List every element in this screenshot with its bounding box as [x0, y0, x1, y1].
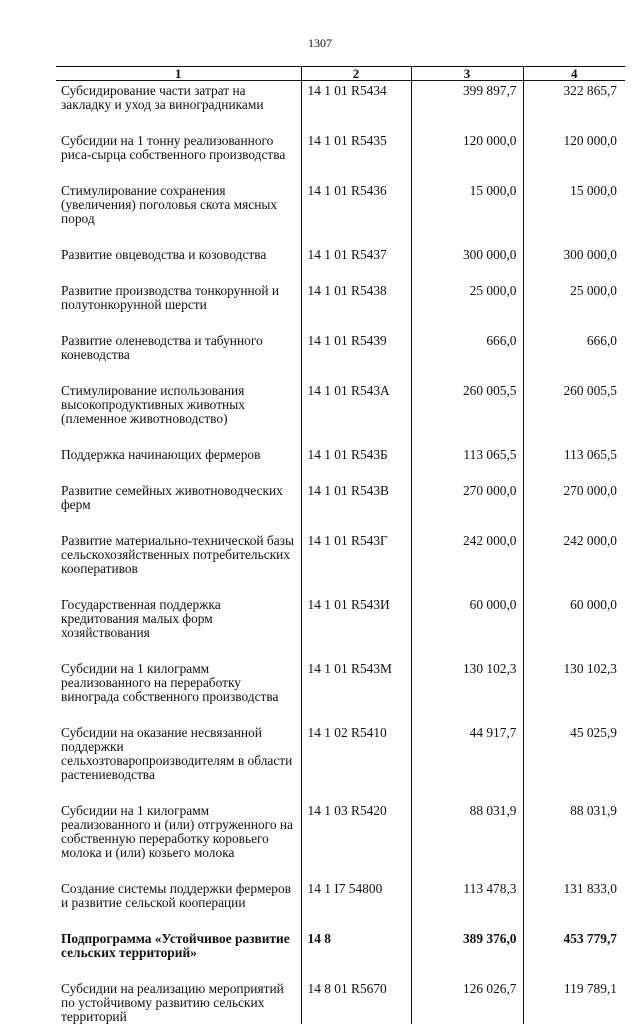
table-row: [56, 462, 625, 512]
header-col-2: 2: [301, 67, 411, 81]
row-name: Субсидии на 1 килограмм реализованного на переработку винограда собственного производства: [56, 640, 301, 704]
row-name: Субсидии на 1 тонну реализованного риса-сырца собственного производства: [56, 112, 301, 162]
budget-table: [56, 66, 625, 1024]
row-value-3: 60 000,0: [411, 576, 523, 640]
table-row: [56, 162, 625, 226]
row-value-3: 113 065,5: [411, 426, 523, 462]
table-row: [56, 640, 625, 704]
row-code: 14 1 01 R5436: [301, 162, 411, 226]
row-value-3: 666,0: [411, 312, 523, 362]
row-value-3: 120 000,0: [411, 112, 523, 162]
row-code: 14 8: [301, 910, 411, 960]
row-value-4: 300 000,0: [523, 226, 625, 262]
row-name: Развитие овцеводства и козоводства: [56, 226, 301, 262]
row-name: Развитие материально-технической базы сельскохозяйственных потребительских кооперативов: [56, 512, 301, 576]
row-name: Развитие производства тонкорунной и полутонкорунной шерсти: [56, 262, 301, 312]
row-value-4: 131 833,0: [523, 860, 625, 910]
row-value-3: 88 031,9: [411, 782, 523, 860]
row-code: 14 1 01 R5439: [301, 312, 411, 362]
table-row: [56, 81, 625, 113]
row-code: 14 1 01 R5437: [301, 226, 411, 262]
row-value-3: 242 000,0: [411, 512, 523, 576]
row-value-4: 270 000,0: [523, 462, 625, 512]
row-code: 14 1 01 R543Б: [301, 426, 411, 462]
row-code: 14 1 01 R543В: [301, 462, 411, 512]
table-row: [56, 576, 625, 640]
row-value-3: 113 478,3: [411, 860, 523, 910]
row-value-3: 25 000,0: [411, 262, 523, 312]
row-name: Субсидии на реализацию мероприятий по устойчивому развитию сельских территорий: [56, 960, 301, 1024]
table-row: [56, 362, 625, 426]
row-value-4: 15 000,0: [523, 162, 625, 226]
row-value-4: 60 000,0: [523, 576, 625, 640]
row-value-3: 15 000,0: [411, 162, 523, 226]
row-name: Государственная поддержка кредитования малых форм хозяйствования: [56, 576, 301, 640]
row-name: Подпрограмма «Устойчивое развитие сельских территорий»: [56, 910, 301, 960]
row-value-4: 119 789,1: [523, 960, 625, 1024]
table-row: [56, 860, 625, 910]
row-name: Стимулирование использования высокопродуктивных животных (племенное животноводство): [56, 362, 301, 426]
row-value-4: 666,0: [523, 312, 625, 362]
row-code: 14 1 03 R5420: [301, 782, 411, 860]
table-row: [56, 704, 625, 782]
table-header: [56, 67, 625, 81]
row-value-4: 260 005,5: [523, 362, 625, 426]
table-row: [56, 112, 625, 162]
row-value-3: 300 000,0: [411, 226, 523, 262]
table-row: [56, 426, 625, 462]
row-name: Создание системы поддержки фермеров и развитие сельской кооперации: [56, 860, 301, 910]
header-col-3: 3: [411, 67, 523, 81]
row-value-4: 120 000,0: [523, 112, 625, 162]
row-code: 14 8 01 R5670: [301, 960, 411, 1024]
row-value-4: 113 065,5: [523, 426, 625, 462]
page-number: 1307: [0, 36, 640, 51]
row-value-3: 130 102,3: [411, 640, 523, 704]
table-row: [56, 262, 625, 312]
header-col-1: 1: [56, 67, 301, 81]
row-code: 14 1 01 R5438: [301, 262, 411, 312]
row-value-3: 270 000,0: [411, 462, 523, 512]
row-code: 14 1 01 R543И: [301, 576, 411, 640]
row-code: 14 1 I7 54800: [301, 860, 411, 910]
row-value-3: 126 026,7: [411, 960, 523, 1024]
row-value-4: 130 102,3: [523, 640, 625, 704]
row-code: 14 1 01 R5435: [301, 112, 411, 162]
table-body: [56, 81, 625, 1024]
row-value-4: 88 031,9: [523, 782, 625, 860]
table-row: [56, 910, 625, 960]
row-value-3: 399 897,7: [411, 81, 523, 113]
row-name: Развитие оленеводства и табунного коневодства: [56, 312, 301, 362]
row-code: 14 1 01 R543М: [301, 640, 411, 704]
table-row: [56, 512, 625, 576]
row-name: Субсидии на 1 килограмм реализованного и (или) отгруженного на собственную переработку коровьего молока и (или) козьего молока: [56, 782, 301, 860]
row-value-4: 242 000,0: [523, 512, 625, 576]
row-value-4: 453 779,7: [523, 910, 625, 960]
table-row: [56, 782, 625, 860]
row-name: Развитие семейных животноводческих ферм: [56, 462, 301, 512]
row-value-4: 322 865,7: [523, 81, 625, 113]
table-row: [56, 226, 625, 262]
row-code: 14 1 01 R5434: [301, 81, 411, 113]
row-value-3: 389 376,0: [411, 910, 523, 960]
row-name: Стимулирование сохранения (увеличения) поголовья скота мясных пород: [56, 162, 301, 226]
row-name: Субсидии на оказание несвязанной поддержки сельхозтоваропроизводителям в области растениеводства: [56, 704, 301, 782]
row-code: 14 1 01 R543А: [301, 362, 411, 426]
row-value-4: 45 025,9: [523, 704, 625, 782]
header-col-4: 4: [523, 67, 625, 81]
table-row: [56, 312, 625, 362]
row-value-4: 25 000,0: [523, 262, 625, 312]
row-value-3: 260 005,5: [411, 362, 523, 426]
row-code: 14 1 01 R543Г: [301, 512, 411, 576]
row-name: Субсидирование части затрат на закладку и уход за виноградниками: [56, 81, 301, 113]
table-row: [56, 960, 625, 1024]
row-value-3: 44 917,7: [411, 704, 523, 782]
row-code: 14 1 02 R5410: [301, 704, 411, 782]
row-name: Поддержка начинающих фермеров: [56, 426, 301, 462]
